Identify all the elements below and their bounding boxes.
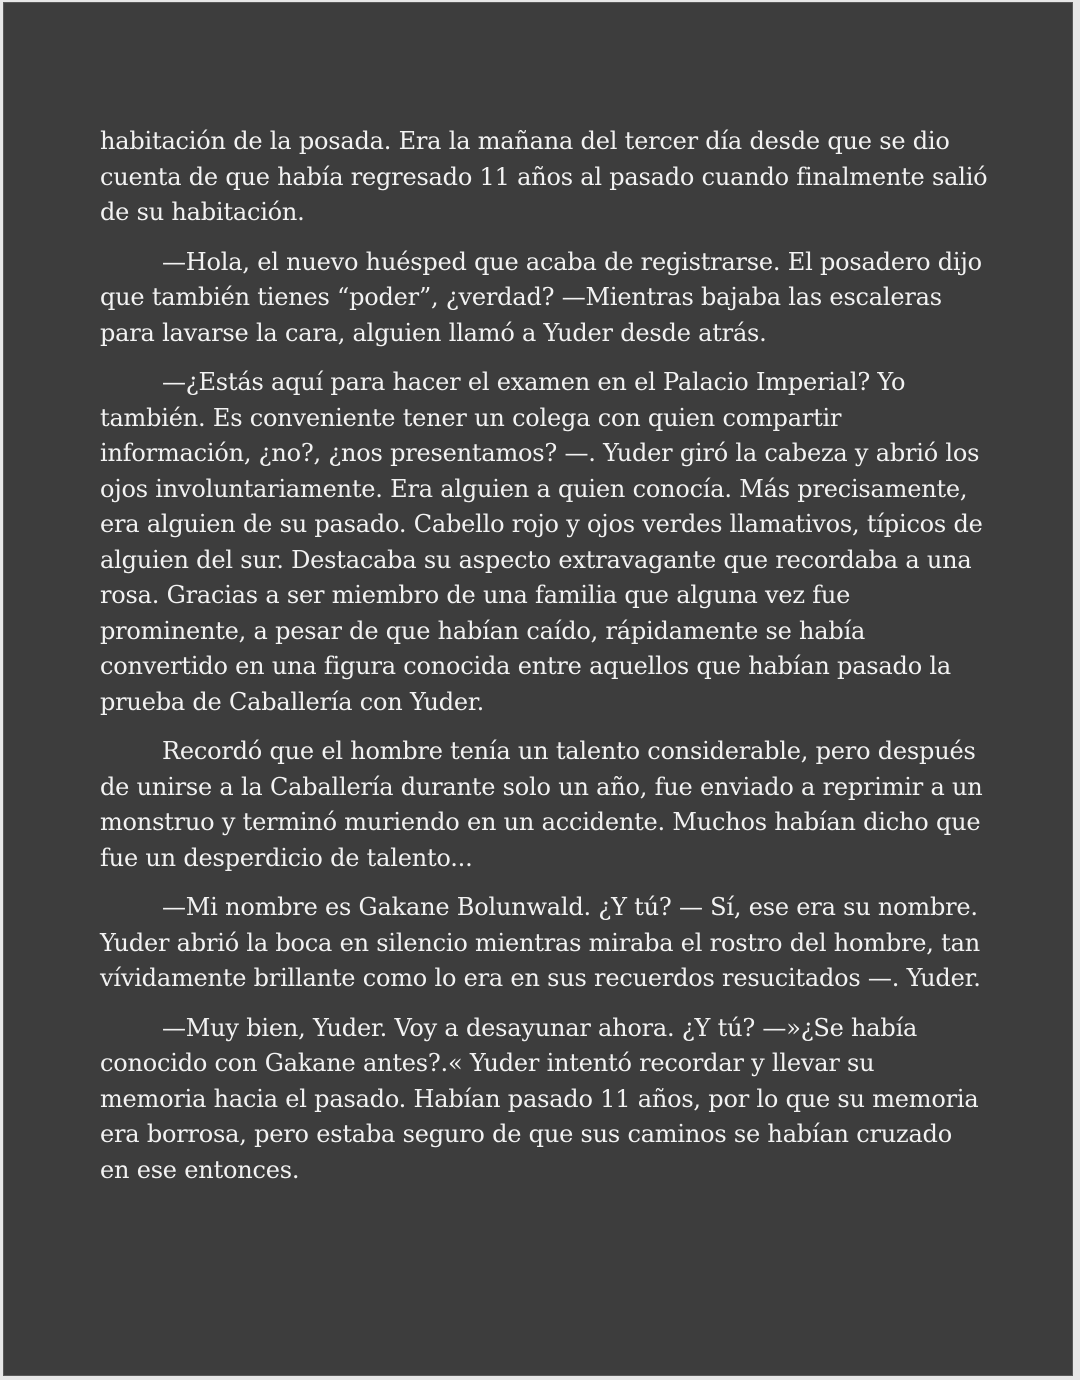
paragraph-2: —Hola, el nuevo huésped que acaba de registrarse. El posadero dijo que también tienes “poder”, ¿verdad? —Mientras bajaba las escaleras para lavarse la cara, alguien llamó a Yuder desde atrás. xyxy=(100,247,982,347)
paragraph-6: —Muy bien, Yuder. Voy a desayunar ahora. ¿Y tú? —»¿Se había conocido con Gakane antes?.« Yuder intentó recordar y llevar su memoria hacia el pasado. Habían pasado 11 años, por lo que su memoria era borrosa, pero estaba seguro de que sus caminos se habían cruzado en ese entonces. xyxy=(100,1013,979,1184)
reader-page xyxy=(3,2,1073,1376)
paragraph-1: habitación de la posada. Era la mañana del tercer día desde que se dio cuenta de que había regresado 11 años al pasado cuando finalmente salió de su habitación. xyxy=(100,127,988,226)
paragraph-5: —Mi nombre es Gakane Bolunwald. ¿Y tú? — Sí, ese era su nombre. Yuder abrió la boca en silencio mientras miraba el rostro del hombre, tan vívidamente brillante como lo era en sus recuerdos resucitados —. Yuder. xyxy=(100,893,981,992)
paragraph-4: Recordó que el hombre tenía un talento considerable, pero después de unirse a la Caballería durante solo un año, fue enviado a reprimir a un monstruo y terminó muriendo en un accidente. Muchos habían dicho que fue un desperdicio de talento... xyxy=(100,737,983,872)
paragraph-3: —¿Estás aquí para hacer el examen en el Palacio Imperial? Yo también. Es conveniente tener un colega con quien compartir información, ¿no?, ¿nos presentamos? —. Yuder giró la cabeza y abrió los ojos involuntariamente. Era alguien a quien conocía. Más precisamente, era alguien de su pasado. Cabello rojo y ojos verdes llamativos, típicos de alguien del sur. Destacaba su aspecto extravagante que recordaba a una rosa. Gracias a ser miembro de una familia que alguna vez fue prominente, a pesar de que habían caído, rápidamente se había convertido en una figura conocida entre aquellos que habían pasado la prueba de Caballería con Yuder. xyxy=(100,368,983,716)
reader-text-body xyxy=(100,124,988,1202)
